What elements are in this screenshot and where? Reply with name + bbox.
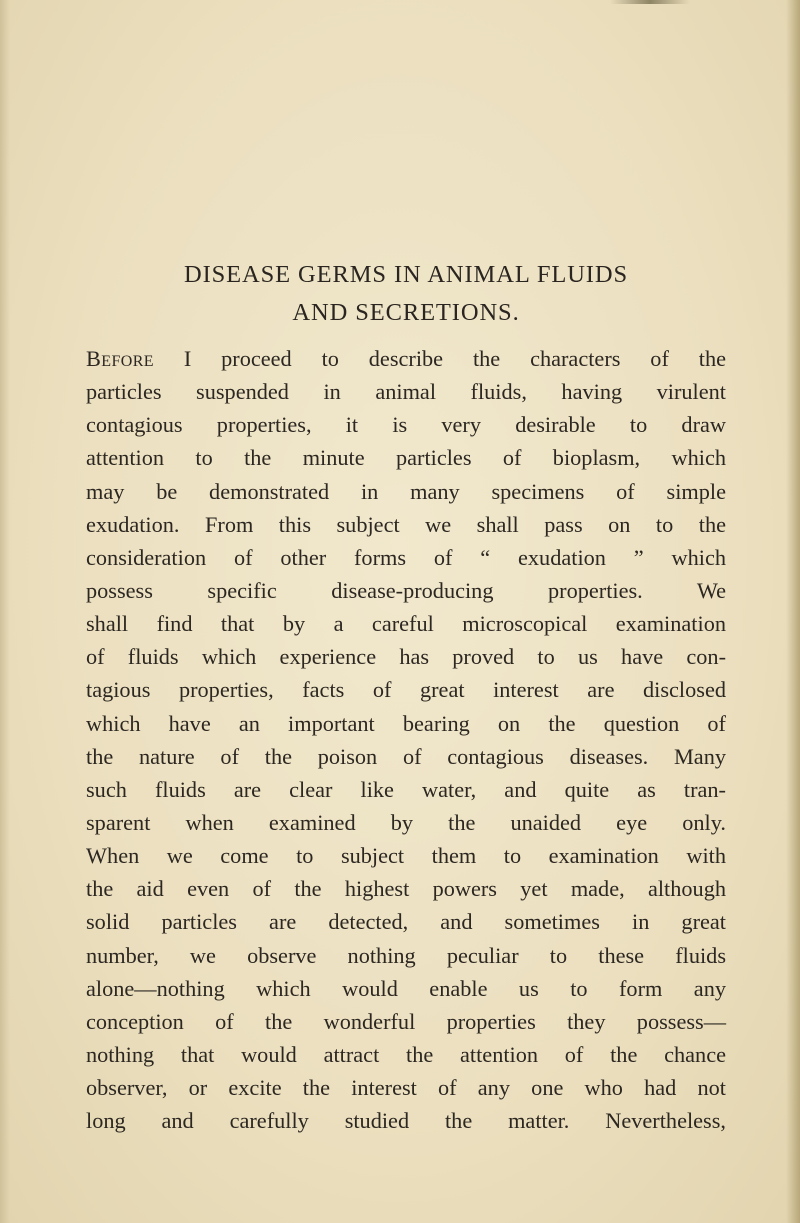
text-line: of fluids which experience has proved to us have con- (86, 644, 726, 670)
text-line: sparent when examined by the unaided eye only. (86, 809, 726, 835)
heading-line-1: DISEASE GERMS IN ANIMAL FLUIDS (184, 261, 628, 288)
text-line: nothing that would attract the attention of the chance (86, 1041, 726, 1067)
text-line: long and carefully studied the matter. Nevertheless, (86, 1108, 726, 1134)
text-line: possess specific disease-producing properties. We (86, 577, 726, 603)
text-line: exudation. From this subject we shall pass on to the (86, 511, 726, 537)
page-edge-mark (610, 0, 690, 4)
text-line: the nature of the poison of contagious diseases. Many (86, 743, 726, 769)
heading-line-2: AND SECRETIONS. (292, 299, 520, 326)
text-line: the aid even of the highest powers yet made, although (86, 876, 726, 902)
text-line: consideration of other forms of “ exudation ” which (86, 544, 726, 570)
text-line: such fluids are clear like water, and quite as tran- (86, 776, 726, 802)
text-line: When we come to subject them to examination with (86, 843, 726, 869)
text-line: particles suspended in animal fluids, having virulent (86, 379, 726, 405)
lead-word: Before (86, 346, 154, 371)
text-line: number, we observe nothing peculiar to these fluids (86, 942, 726, 968)
first-line-rest: I proceed to describe the characters of the (153, 346, 726, 371)
text-line: shall find that by a careful microscopical examination (86, 611, 726, 637)
text-line: tagious properties, facts of great interest are disclosed (86, 677, 726, 703)
text-line: conception of the wonderful properties they possess— (86, 1008, 726, 1034)
text-line: observer, or excite the interest of any one who had not (86, 1075, 726, 1101)
text-line: contagious properties, it is very desirable to draw (86, 412, 726, 438)
text-line: solid particles are detected, and sometimes in great (86, 909, 726, 935)
text-line: which have an important bearing on the question of (86, 710, 726, 736)
text-line: attention to the minute particles of bioplasm, which (86, 445, 726, 471)
chapter-heading (86, 256, 726, 332)
text-line (86, 342, 726, 375)
text-line: alone—nothing which would enable us to form any (86, 975, 726, 1001)
text-line: may be demonstrated in many specimens of simple (86, 478, 726, 504)
body-paragraph (86, 342, 726, 1137)
